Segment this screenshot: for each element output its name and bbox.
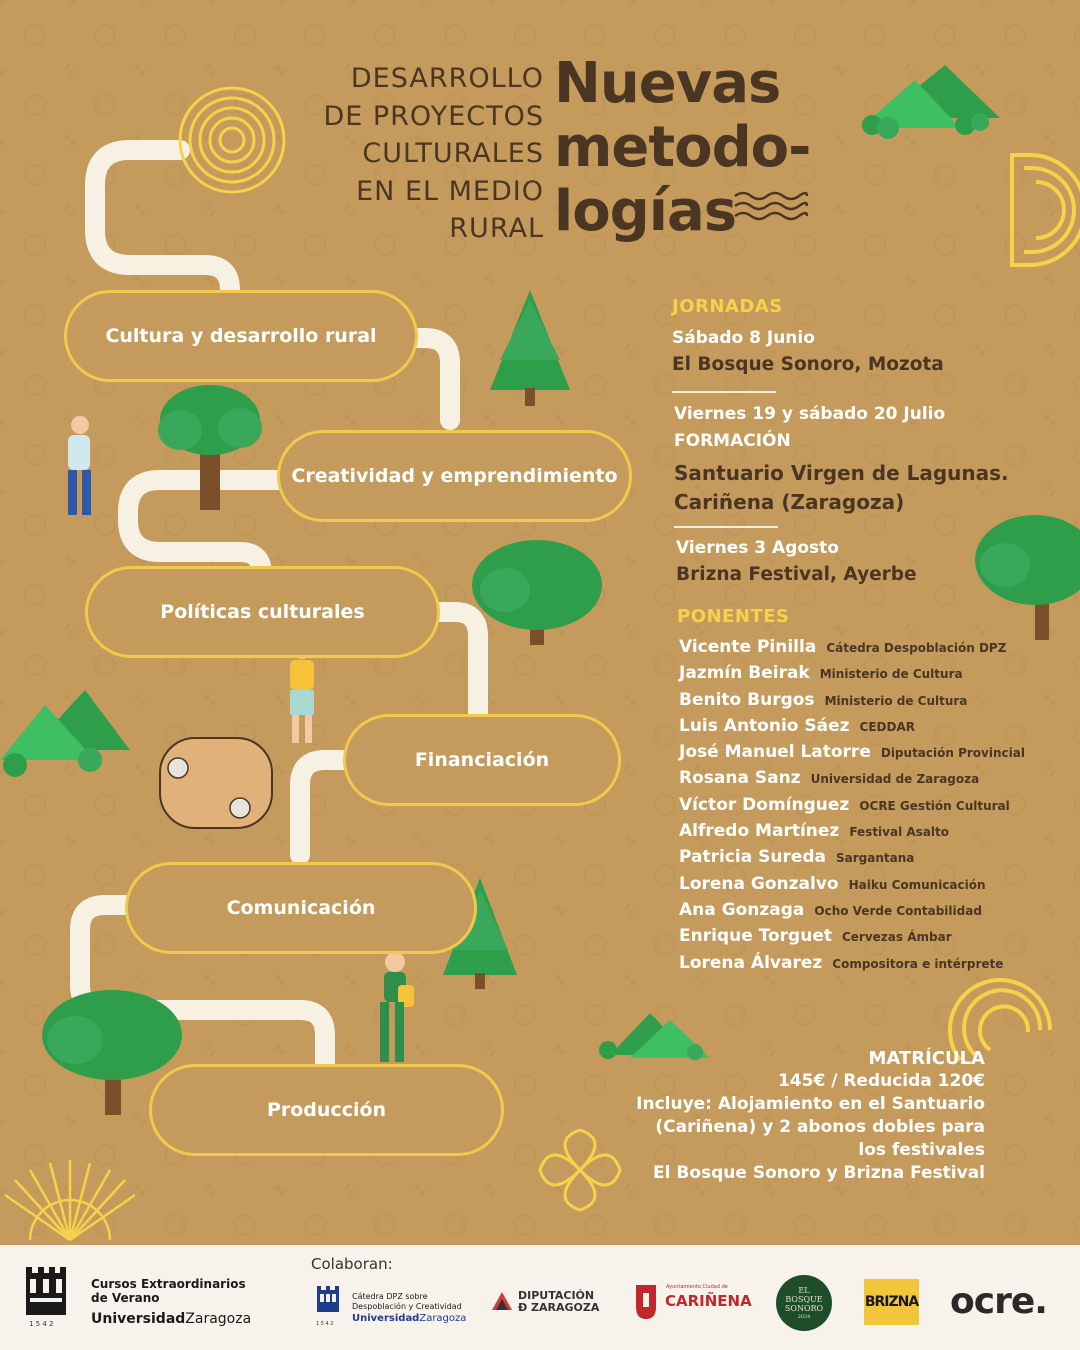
catedra-year: 1 5 4 2 xyxy=(316,1321,334,1327)
jornada-label: FORMACIÓN xyxy=(674,431,791,451)
catedra-line: Cátedra DPZ sobre xyxy=(352,1292,428,1301)
step-cultura: Cultura y desarrollo rural xyxy=(64,290,418,382)
speaker-name: Enrique Torguet xyxy=(679,926,832,947)
matricula-line: los festivales xyxy=(858,1140,985,1160)
speaker-org: Cervezas Ámbar xyxy=(841,930,952,945)
jornadas-heading: JORNADAS xyxy=(672,296,783,317)
jornada-date: Viernes 19 y sábado 20 Julio xyxy=(674,404,946,424)
catedra-bold: Universidad xyxy=(352,1313,420,1324)
catedra-city: Zaragoza xyxy=(419,1313,467,1324)
step-produccion: Producción xyxy=(149,1064,504,1156)
matricula-heading: MATRÍCULA xyxy=(868,1048,985,1069)
carinena-text: CARIÑENA xyxy=(665,1292,752,1310)
catedra-line: Despoblación y Creatividad xyxy=(352,1302,462,1311)
title-line: Nuevas xyxy=(554,51,781,116)
speaker xyxy=(679,663,1025,689)
matricula-block xyxy=(625,1047,985,1185)
subtitle-line: EN EL MEDIO xyxy=(356,175,544,207)
speaker xyxy=(679,953,1025,979)
speaker xyxy=(679,874,1025,900)
subtitle-line: RURAL xyxy=(449,213,544,244)
jornada-place: Santuario Virgen de Lagunas. xyxy=(674,461,1009,485)
uz-bold: Universidad xyxy=(91,1311,186,1327)
speaker-org: Diputación Provincial xyxy=(880,746,1025,761)
jornada-date: Viernes 3 Agosto xyxy=(676,538,839,558)
speaker-org: Ocho Verde Contabilidad xyxy=(814,903,982,918)
speaker xyxy=(679,847,1025,873)
brizna-logo: BRIZNA xyxy=(864,1279,919,1325)
speaker-list xyxy=(679,637,1025,979)
speaker xyxy=(679,795,1025,821)
speaker-name: José Manuel Latorre xyxy=(679,742,871,763)
uz-city: Zaragoza xyxy=(185,1311,252,1327)
jornada-place: El Bosque Sonoro, Mozota xyxy=(672,354,944,375)
subtitle-line: DESARROLLO xyxy=(350,63,544,94)
colaboran-label: Colaboran: xyxy=(311,1255,393,1273)
dpz-line: DIPUTACIÓN xyxy=(518,1289,595,1302)
carinena-small1: Ayuntamiento xyxy=(666,1284,701,1290)
divider xyxy=(672,391,776,393)
speaker-name: Luis Antonio Sáez xyxy=(679,715,850,736)
speaker xyxy=(679,690,1025,716)
speaker xyxy=(679,716,1025,742)
step-creatividad: Creatividad y emprendimiento xyxy=(277,430,632,522)
speaker-org: Sargantana xyxy=(836,851,915,866)
catedra-crest-icon xyxy=(316,1285,340,1319)
speaker xyxy=(679,637,1025,663)
speaker-org: Compositora e intérprete xyxy=(832,956,1004,971)
divider xyxy=(674,526,778,528)
bosque-year: 2024 xyxy=(797,1314,811,1320)
step-politicas: Políticas culturales xyxy=(85,566,440,658)
speaker-name: Lorena Gonzalvo xyxy=(679,873,839,894)
speaker-org: CEDDAR xyxy=(859,719,915,734)
speaker-name: Vicente Pinilla xyxy=(679,637,817,657)
uz-name xyxy=(91,1311,251,1327)
bosque-line: SONORO xyxy=(784,1304,824,1313)
jornada-place: Brizna Festival, Ayerbe xyxy=(676,564,917,585)
speaker xyxy=(679,768,1025,794)
speaker-name: Jazmín Beirak xyxy=(679,663,810,684)
speaker-org: Festival Asalto xyxy=(849,825,950,840)
matricula-line: 145€ / Reducida 120€ xyxy=(777,1071,985,1091)
subtitle xyxy=(214,60,544,248)
speaker-org: Ministerio de Cultura xyxy=(819,667,963,682)
bosque-line: BOSQUE xyxy=(785,1295,823,1304)
speaker-name: Lorena Álvarez xyxy=(679,952,823,973)
speaker-name: Rosana Sanz xyxy=(679,768,801,789)
catedra-uni xyxy=(352,1314,466,1324)
title-line: metodo- xyxy=(554,115,811,180)
uz-year: 1 5 4 2 xyxy=(29,1320,54,1328)
speaker-name: Benito Burgos xyxy=(679,689,815,710)
speaker-org: Haiku Comunicación xyxy=(848,877,986,892)
title-line: logías xyxy=(554,179,737,244)
speaker-name: Ana Gonzaga xyxy=(679,899,805,920)
ocre-logo: ocre. xyxy=(950,1281,1047,1322)
uz-line: Cursos Extraordinarios xyxy=(91,1277,246,1291)
ponentes-heading: PONENTES xyxy=(677,606,790,627)
page-title xyxy=(554,52,810,244)
bosque-sonoro-logo xyxy=(776,1275,832,1331)
carinena-crest-icon xyxy=(634,1283,658,1321)
subtitle-line: DE PROYECTOS xyxy=(323,100,544,132)
speaker-org: Cátedra Despoblación DPZ xyxy=(826,641,1007,655)
speaker xyxy=(679,926,1025,952)
subtitle-line: CULTURALES xyxy=(362,138,544,169)
uz-text xyxy=(91,1277,246,1305)
jornada-place: Cariñena (Zaragoza) xyxy=(674,490,905,514)
speaker-org: Ministerio de Cultura xyxy=(824,693,968,708)
speaker-name: Patricia Sureda xyxy=(679,847,827,868)
speaker-org: OCRE Gestión Cultural xyxy=(859,798,1010,813)
speaker-name: Alfredo Martínez xyxy=(679,821,840,842)
dpz-line: Ð ZARAGOZA xyxy=(518,1301,600,1314)
carinena-small xyxy=(666,1284,728,1290)
step-comunicacion: Comunicación xyxy=(125,862,477,954)
dpz-text xyxy=(518,1290,599,1314)
dpz-logo-icon xyxy=(490,1290,514,1312)
uz-line: de Verano xyxy=(91,1291,160,1305)
speaker-name: Víctor Domínguez xyxy=(679,794,850,815)
speaker xyxy=(679,821,1025,847)
rock-icon xyxy=(160,738,272,828)
speaker xyxy=(679,742,1025,768)
carinena-small2: Ciudad de xyxy=(702,1284,728,1290)
speaker xyxy=(679,900,1025,926)
matricula-line: Incluye: Alojamiento en el Santuario xyxy=(636,1094,985,1114)
jornada-date: Sábado 8 Junio xyxy=(672,328,815,348)
footer xyxy=(0,1245,1080,1350)
matricula-line: El Bosque Sonoro y Brizna Festival xyxy=(653,1163,985,1183)
catedra-text xyxy=(352,1292,466,1324)
bosque-line: EL xyxy=(798,1286,810,1295)
speaker-org: Universidad de Zaragoza xyxy=(810,772,980,787)
step-financiacion: Financiación xyxy=(343,714,621,806)
matricula-line: (Cariñena) y 2 abonos dobles para xyxy=(655,1117,985,1137)
